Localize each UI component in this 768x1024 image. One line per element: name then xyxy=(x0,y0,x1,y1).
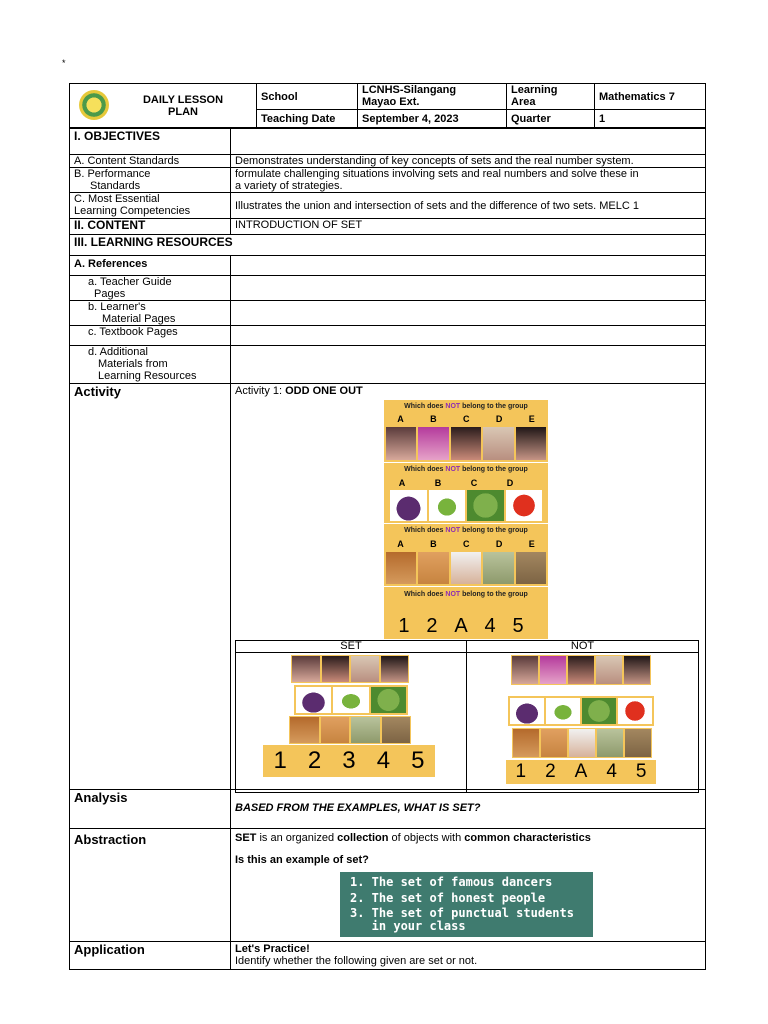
set-vegetables xyxy=(294,685,408,715)
textbook-pages-value xyxy=(231,326,706,346)
cat-photo xyxy=(321,717,350,743)
textbook-pages-label: c. Textbook Pages xyxy=(70,326,231,346)
melc-value: Illustrates the union and intersection of sets and the difference of two sets. MELC 1 xyxy=(231,193,706,219)
cat-photo xyxy=(541,729,567,757)
beans-image xyxy=(546,698,580,724)
dancer-photo xyxy=(322,656,350,682)
cabbage-image xyxy=(467,490,504,521)
header-table xyxy=(69,83,706,128)
quarter-value: 1 xyxy=(595,110,706,128)
quarter-label: Quarter xyxy=(507,110,595,128)
set-animals xyxy=(289,716,411,744)
odd-one-out-panel-animals: Which does NOT belong to the group A B C D E xyxy=(384,524,548,586)
dancer-photo xyxy=(596,656,622,684)
content-standards-value: Demonstrates understanding of key concepts of sets and the real number system. xyxy=(231,155,706,168)
dog-photo xyxy=(513,729,539,757)
school-value: LCNHS-Silangang Mayao Ext. xyxy=(358,84,507,110)
activity-label: Activity xyxy=(70,384,231,790)
dancer-photo xyxy=(540,656,566,684)
dancer-photo xyxy=(381,656,409,682)
set-numbers: 1 2 3 4 5 xyxy=(263,745,435,777)
cat-photo xyxy=(418,552,448,584)
header-title-line1: DAILY LESSON xyxy=(142,93,224,106)
practice-instruction: Identify whether the following given are set or not. xyxy=(235,955,478,967)
mouse-photo xyxy=(625,729,651,757)
dancer-photo xyxy=(568,656,594,684)
not-numbers: 1 2 A 4 5 xyxy=(506,760,656,784)
dog-photo xyxy=(386,552,416,584)
abstraction-label: Abstraction xyxy=(70,829,231,942)
practice-title: Let's Practice! xyxy=(235,943,310,955)
dancer-photo xyxy=(292,656,320,682)
man-photo xyxy=(451,552,481,584)
set-definition: SET is an organized collection of objects with common characteristics xyxy=(235,832,591,844)
additional-materials-value xyxy=(231,346,706,384)
dancer-photo xyxy=(451,427,481,460)
not-dancers xyxy=(511,655,651,685)
learning-area-value: Mathematics 7 xyxy=(595,84,706,110)
set-question: Is this an example of set? xyxy=(235,854,369,866)
references-label: A. References xyxy=(70,256,231,276)
bird-photo xyxy=(351,717,380,743)
dancer-photo xyxy=(624,656,650,684)
dancer-photo xyxy=(516,427,546,460)
odd-one-out-panel-vegetables: Which does NOT belong to the group A B C D xyxy=(384,463,548,523)
man-photo xyxy=(569,729,595,757)
animal-photos xyxy=(386,552,546,584)
application-cell xyxy=(231,942,706,970)
references-value xyxy=(231,256,706,276)
example-item: 3. The set of punctual students xyxy=(350,906,574,920)
beans-image xyxy=(429,490,466,521)
panel1-letters: A B C D E xyxy=(397,414,535,424)
dancer-photo xyxy=(512,656,538,684)
header-title-line2: PLAN xyxy=(168,105,198,118)
bird-photo xyxy=(597,729,623,757)
activity-title: Activity 1: ODD ONE OUT xyxy=(235,385,363,397)
content-label: II. CONTENT xyxy=(70,219,231,235)
additional-materials-label: d. Additional Materials from Learning Resources xyxy=(70,346,231,384)
teaching-date-label: Teaching Date xyxy=(257,110,358,128)
analysis-label: Analysis xyxy=(70,790,231,829)
set-dancers xyxy=(291,655,409,683)
teacher-guide-value xyxy=(231,276,706,301)
school-seal-icon xyxy=(79,90,109,120)
stray-mark: * xyxy=(62,58,66,68)
analysis-value: BASED FROM THE EXAMPLES, WHAT IS SET? xyxy=(231,790,706,829)
not-header: NOT xyxy=(467,641,699,653)
beans-image xyxy=(333,687,368,713)
melc-label: C. Most Essential Learning Competencies xyxy=(70,193,231,219)
performance-standards-value: formulate challenging situations involving sets and real numbers and solve these in a variety of strategies. xyxy=(231,168,706,193)
tomato-image xyxy=(506,490,543,521)
header-title-cell xyxy=(70,84,257,128)
not-vegetables xyxy=(508,696,654,726)
eggplant-image xyxy=(390,490,427,521)
learning-resources-label: III. LEARNING RESOURCES xyxy=(70,235,706,256)
tomato-image xyxy=(618,698,652,724)
example-item: 1. The set of famous dancers xyxy=(350,875,553,889)
dancer-photo xyxy=(386,427,416,460)
odd-one-out-panel-numbers: Which does NOT belong to the group 1 2 A 4 5 xyxy=(384,587,548,639)
cabbage-image xyxy=(371,687,406,713)
dancer-photo xyxy=(351,656,379,682)
set-examples-box xyxy=(340,872,593,937)
school-label: School xyxy=(257,84,358,110)
set-header: SET xyxy=(236,641,467,653)
panel3-letters: A B C D E xyxy=(397,539,535,549)
panel2-letters: A B C D xyxy=(398,478,514,488)
panel4-numbers: 1 2 A 4 5 xyxy=(398,614,524,637)
mouse-photo xyxy=(382,717,411,743)
odd-one-out-panel-dancers: Which does NOT belong to the group A B C D E xyxy=(384,400,548,462)
objectives-value xyxy=(231,129,706,155)
vegetable-photos xyxy=(390,490,542,521)
performance-standards-label: B. Performance Standards xyxy=(70,168,231,193)
learner-material-value xyxy=(231,301,706,326)
teaching-date-value: September 4, 2023 xyxy=(358,110,507,128)
eggplant-image xyxy=(296,687,331,713)
dancer-photo xyxy=(418,427,448,460)
example-item: 2. The set of honest people xyxy=(350,891,546,905)
example-item: in your class xyxy=(350,919,466,933)
learning-area-label: Learning Area xyxy=(507,84,595,110)
cabbage-image xyxy=(582,698,616,724)
not-animals xyxy=(512,728,652,758)
teacher-guide-label: a. Teacher Guide Pages xyxy=(70,276,231,301)
dog-photo xyxy=(290,717,319,743)
content-value: INTRODUCTION OF SET xyxy=(231,219,706,235)
content-standards-label: A. Content Standards xyxy=(70,155,231,168)
eggplant-image xyxy=(510,698,544,724)
mouse-photo xyxy=(516,552,546,584)
application-label: Application xyxy=(70,942,231,970)
bird-photo xyxy=(483,552,513,584)
learner-material-label: b. Learner's Material Pages xyxy=(70,301,231,326)
objectives-label: I. OBJECTIVES xyxy=(70,129,231,155)
dancer-photos xyxy=(386,427,546,460)
dancer-photo xyxy=(483,427,513,460)
